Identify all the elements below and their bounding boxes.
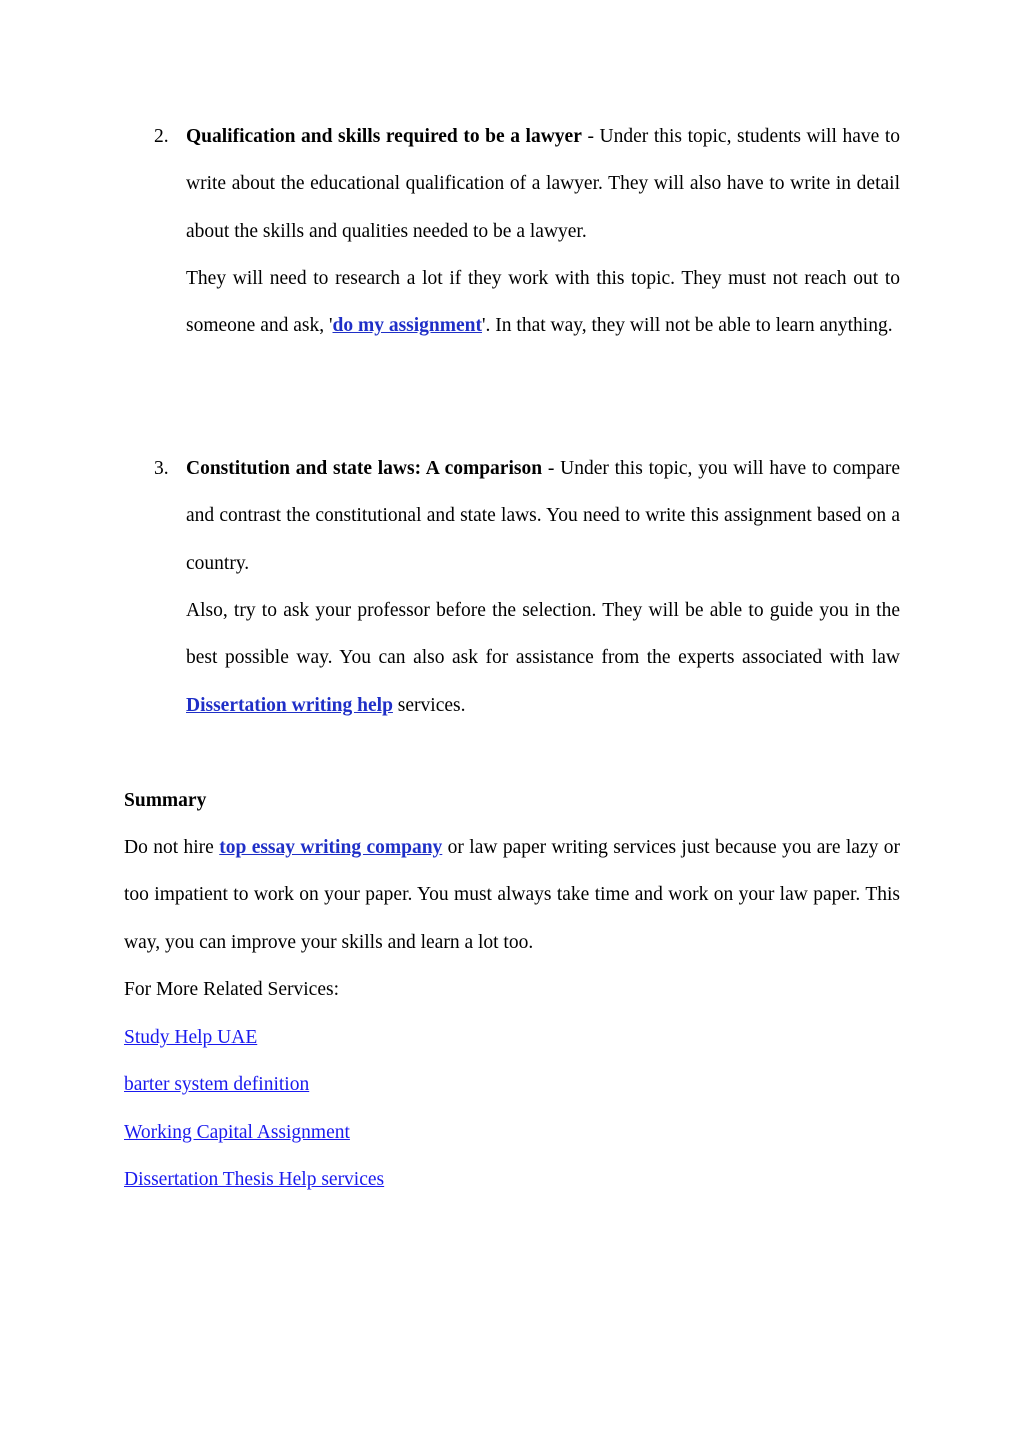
- item-2-heading: Qualification and skills required to be a lawyer: [186, 126, 582, 147]
- working-capital-assignment-link[interactable]: Working Capital Assignment: [124, 1121, 350, 1143]
- item-2-para-before: They will need to research a lot if they work with this topic. They must not reach out to someone and ask, ': [186, 268, 900, 337]
- do-my-assignment-link[interactable]: do my assignment: [332, 315, 483, 337]
- summary-before-link: Do not hire: [124, 837, 220, 858]
- item-3-paragraph: [186, 587, 900, 729]
- dissertation-thesis-help-services-link[interactable]: Dissertation Thesis Help services: [124, 1169, 385, 1191]
- item-2-intro: [186, 113, 900, 255]
- related-services-label: For More Related Services:: [124, 979, 339, 1000]
- item-3-intro: [186, 445, 900, 587]
- item-2-intro-text: - Under this topic, students will have to write about the educational qualification of a lawyer. They will also have to write in detail about the skills and qualities needed to be a lawyer.: [186, 126, 901, 242]
- barter-system-definition-link[interactable]: barter system definition: [124, 1074, 310, 1096]
- item-2-para-after: '. In that way, they will not be able to learn anything.: [482, 315, 893, 337]
- item-3-heading: Constitution and state laws: A comparison: [186, 458, 543, 479]
- study-help-uae-link[interactable]: Study Help UAE: [124, 1027, 258, 1048]
- summary-paragraph: [124, 824, 900, 966]
- item-3-para-before: Also, try to ask your professor before the selection. They will be able to guide you in the best possible way. You can also ask for assistance from the experts associated with law: [186, 600, 900, 669]
- summary-after-link: or law paper writing services just because you are lazy or too impatient to work on your paper. You must always take time and work on your law paper. This way, you can improve your skills and learn a lot too.: [124, 837, 900, 953]
- related-links-list: [124, 1014, 900, 1204]
- item-2-paragraph: [186, 255, 900, 350]
- summary-heading: [124, 777, 900, 824]
- summary-heading-text: Summary: [124, 790, 207, 811]
- item-2-number: 2.: [154, 126, 169, 147]
- top-essay-writing-company-link[interactable]: top essay writing company: [219, 837, 443, 858]
- item-3-para-after: services.: [392, 694, 466, 716]
- item-3-number: 3.: [154, 458, 169, 479]
- dissertation-writing-help-link[interactable]: Dissertation writing help: [186, 694, 393, 716]
- item-3-intro-text: - Under this topic, you will have to compare and contrast the constitutional and state laws. You need to write this assignment based on a country.: [186, 458, 900, 574]
